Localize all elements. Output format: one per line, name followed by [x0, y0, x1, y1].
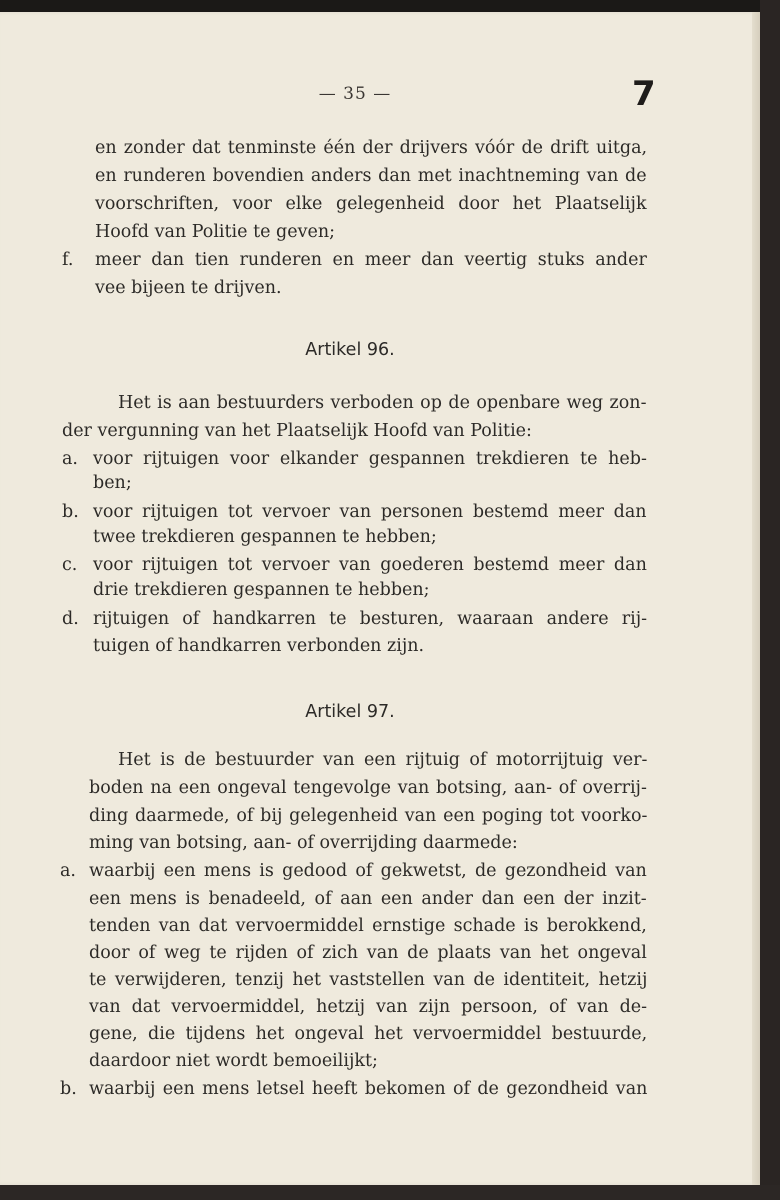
- text-line: tenden van dat vervoermiddel ernstige schade is berokkend,: [89, 916, 647, 936]
- article-heading: Artikel 96.: [305, 340, 395, 360]
- text-line: der vergunning van het Plaatselijk Hoofd van Politie:: [62, 421, 532, 441]
- text-line: ben;: [93, 473, 132, 493]
- text-line: ming van botsing, aan- of overrijding daarmede:: [89, 833, 518, 853]
- text-line: door of weg te rijden of zich van de plaats van het ongeval: [89, 943, 647, 963]
- item-label: f.: [62, 250, 74, 270]
- text-line: drie trekdieren gespannen te hebben;: [93, 580, 430, 600]
- text-line: een mens is benadeeld, of aan een ander dan een der inzit-: [89, 889, 647, 909]
- text-line: Het is de bestuurder van een rijtuig of motorrijtuig ver-: [118, 750, 648, 770]
- text-line: voor rijtuigen voor elkander gespannen trekdieren te heb-: [93, 449, 647, 469]
- right-border: [760, 0, 780, 1200]
- text-line: rijtuigen of handkarren te besturen, waaraan andere rij-: [93, 609, 648, 629]
- item-label: a.: [62, 449, 78, 469]
- text-line: daardoor niet wordt bemoeilijkt;: [89, 1051, 378, 1071]
- text-line: Hoofd van Politie te geven;: [95, 222, 335, 242]
- page-number: — 35 —: [318, 84, 392, 104]
- text-line: vee bijeen te drijven.: [95, 278, 282, 298]
- text-line: waarbij een mens is gedood of gekwetst, de gezondheid van: [89, 861, 647, 881]
- text-line: voor rijtuigen tot vervoer van goederen bestemd meer dan: [93, 555, 647, 575]
- item-label: a.: [60, 861, 76, 881]
- item-label: b.: [60, 1079, 77, 1099]
- text-line: tuigen of handkarren verbonden zijn.: [93, 636, 425, 656]
- text-line: voorschriften, voor elke gelegenheid door het Plaatselijk: [95, 194, 647, 214]
- text-line: ding daarmede, of bij gelegenheid van een poging tot voorko-: [89, 806, 648, 826]
- text-line: Het is aan bestuurders verboden op de openbare weg zon-: [118, 393, 647, 413]
- text-line: en zonder dat tenminste één der drijvers vóór de drift uitga,: [95, 138, 648, 158]
- article-heading: Artikel 97.: [305, 702, 395, 722]
- text-line: meer dan tien runderen en meer dan veertig stuks ander: [95, 250, 647, 270]
- item-label: d.: [62, 609, 79, 629]
- text-line: te verwijderen, tenzij het vaststellen van de identiteit, hetzij: [89, 970, 648, 990]
- page-edge: [752, 12, 760, 1185]
- item-label: b.: [62, 502, 79, 522]
- top-border: [0, 0, 780, 12]
- text-line: twee trekdieren gespannen te hebben;: [93, 527, 437, 547]
- item-label: c.: [62, 555, 78, 575]
- text-line: gene, die tijdens het ongeval het vervoermiddel bestuurde,: [89, 1024, 648, 1044]
- text-line: van dat vervoermiddel, hetzij van zijn persoon, of van de-: [89, 997, 648, 1017]
- text-line: boden na een ongeval tengevolge van botsing, aan- of overrij-: [89, 778, 647, 798]
- sheet-number: 7: [632, 74, 656, 114]
- text-line: waarbij een mens letsel heeft bekomen of de gezondheid van: [89, 1079, 648, 1099]
- bottom-border: [0, 1185, 780, 1200]
- text-line: voor rijtuigen tot vervoer van personen bestemd meer dan: [93, 502, 647, 522]
- text-line: en runderen bovendien anders dan met inachtneming van de: [95, 166, 647, 186]
